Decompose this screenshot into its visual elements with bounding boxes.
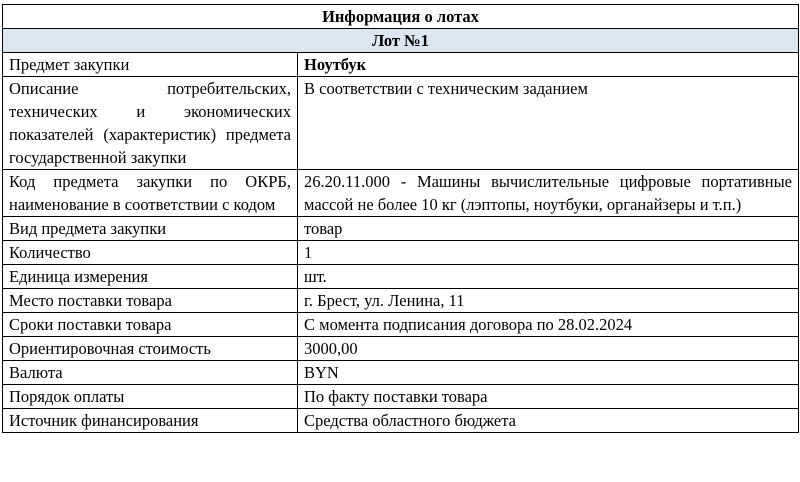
row-value: г. Брест, ул. Ленина, 11 <box>298 289 799 313</box>
row-label: Вид предмета закупки <box>3 217 298 241</box>
row-label: Единица измерения <box>3 265 298 289</box>
table-row <box>3 53 799 77</box>
row-value: товар <box>298 217 799 241</box>
row-label: Описание потребительских, технических и экономических показателей (характеристик) предмета государственной закупки <box>3 77 298 170</box>
row-value: Ноутбук <box>298 53 799 77</box>
row-value: 26.20.11.000 - Машины вычислительные цифровые портативные массой не более 10 кг (лэптопы, ноутбуки, органайзеры и т.п.) <box>298 170 799 217</box>
section-title: Информация о лотах <box>3 5 799 29</box>
table-row <box>3 241 799 265</box>
row-value: С момента подписания договора по 28.02.2024 <box>298 313 799 337</box>
row-label: Источник финансирования <box>3 409 298 433</box>
lot-title: Лот №1 <box>3 29 799 53</box>
lots-info-table <box>2 4 799 433</box>
row-label: Порядок оплаты <box>3 385 298 409</box>
section-header-row <box>3 5 799 29</box>
table-row <box>3 361 799 385</box>
table-row <box>3 385 799 409</box>
table-row <box>3 265 799 289</box>
row-value: По факту поставки товара <box>298 385 799 409</box>
row-label: Сроки поставки товара <box>3 313 298 337</box>
table-row <box>3 170 799 217</box>
row-label: Ориентировочная стоимость <box>3 337 298 361</box>
row-value: Средства областного бюджета <box>298 409 799 433</box>
row-label: Код предмета закупки по ОКРБ, наименование в соответствии с кодом <box>3 170 298 217</box>
row-label: Валюта <box>3 361 298 385</box>
row-label: Количество <box>3 241 298 265</box>
row-label: Предмет закупки <box>3 53 298 77</box>
row-value: 3000,00 <box>298 337 799 361</box>
table-row <box>3 289 799 313</box>
row-value: BYN <box>298 361 799 385</box>
row-value: шт. <box>298 265 799 289</box>
table-row <box>3 313 799 337</box>
table-row <box>3 77 799 170</box>
lot-header-row <box>3 29 799 53</box>
row-label: Место поставки товара <box>3 289 298 313</box>
row-value: 1 <box>298 241 799 265</box>
table-row <box>3 337 799 361</box>
table-row <box>3 217 799 241</box>
row-value: В соответствии с техническим заданием <box>298 77 799 170</box>
table-row <box>3 409 799 433</box>
